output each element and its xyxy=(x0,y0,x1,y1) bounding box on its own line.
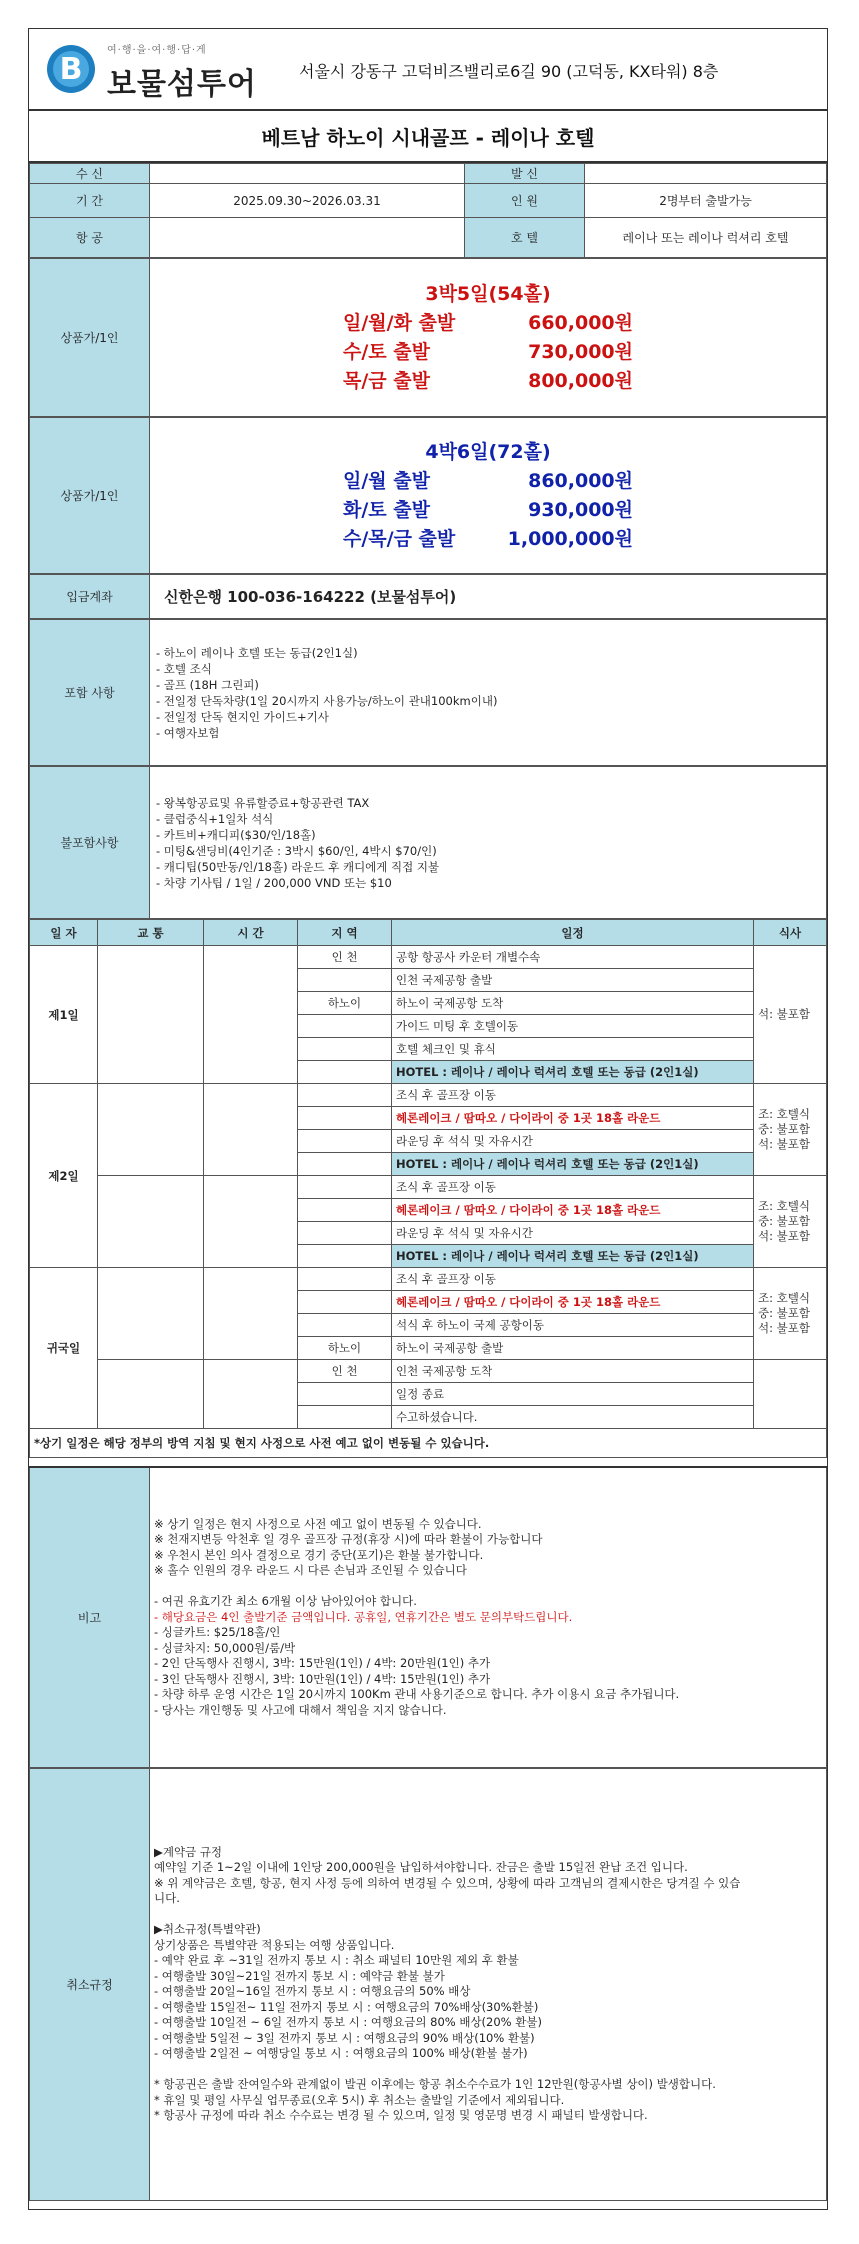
schedule-time xyxy=(204,1176,298,1268)
schedule-meal xyxy=(754,1268,827,1360)
schedule-activity: 하노이 국제공항 도착 xyxy=(392,992,754,1015)
people-value: 2명부터 출발가능 xyxy=(585,184,827,218)
cancel-line: - 여행출발 2일전 ~ 여행당일 통보 시 : 여행요금의 100% 배상(환불 불가) xyxy=(154,2046,528,2060)
includes-table xyxy=(29,619,827,766)
schedule-region xyxy=(298,1222,392,1245)
remark-line: ※ 우천시 본인 의사 결정으로 경기 중단(포기)은 환불 불가합니다. xyxy=(154,1547,484,1562)
remark-line: - 3인 단독행사 진행시, 3박: 10만원(1인) / 4박: 15만원(1인) 추가 xyxy=(154,1671,491,1686)
bank-value: 신한은행 100-036-164222 (보물섬투어) xyxy=(150,575,827,619)
schedule-region xyxy=(298,969,392,992)
list-item: - 호텔 조식 xyxy=(156,661,212,676)
excludes-table xyxy=(29,766,827,919)
schedule-activity: 호텔 체크인 및 휴식 xyxy=(392,1038,754,1061)
schedule-time xyxy=(204,1360,298,1429)
cancel-line: 니다. xyxy=(154,1891,180,1905)
slogan: 여·행·을·여·행·답·게 xyxy=(107,45,207,56)
price2-row: 화/토 출발 930,000원 xyxy=(343,498,633,521)
cancel-line: - 여행출발 30일~21일 전까지 통보 시 : 예약금 환불 불가 xyxy=(154,1968,445,1983)
remark-line: ※ 천재지변등 악천후 일 경우 골프장 규정(휴장 시)에 따라 환불이 가능합니다 xyxy=(154,1532,543,1546)
schedule-time xyxy=(204,1268,298,1360)
schedule-header: 교 통 xyxy=(98,920,204,946)
cancel-line: 예약일 기준 1~2일 이내에 1인당 200,000원을 납입하셔야합니다. 잔금은 출발 15일전 완납 조건 입니다. xyxy=(154,1860,688,1874)
cancel-table xyxy=(29,1768,827,2201)
schedule-region xyxy=(298,1268,392,1291)
meal-item: 중: 불포함 xyxy=(758,1122,810,1136)
schedule-region xyxy=(298,1130,392,1153)
sender-value xyxy=(585,164,827,184)
schedule-region xyxy=(298,1084,392,1107)
schedule-region xyxy=(298,1061,392,1084)
meal-item: 석: 불포함 xyxy=(758,1137,810,1151)
schedule-region xyxy=(298,1245,392,1268)
svg-text:B: B xyxy=(59,52,83,87)
table-row xyxy=(30,1084,827,1107)
price1-row: 목/금 출발 800,000원 xyxy=(343,369,633,392)
excludes-label: 불포함사항 xyxy=(30,767,150,919)
page-title: 베트남 하노이 시내골프 - 레이나 호텔 xyxy=(29,111,827,163)
list-item: - 차량 기사팁 / 1일 / 200,000 VND 또는 $10 xyxy=(156,875,392,890)
cancel-line: ※ 위 계약금은 호텔, 항공, 현지 사정 등에 의하여 변경될 수 있으며, 상황에 따라 고객님의 결제시한은 당겨질 수 있습 xyxy=(154,1875,741,1890)
meal-item: 중: 불포함 xyxy=(758,1306,810,1320)
schedule-transport xyxy=(98,1084,204,1176)
bank-table xyxy=(29,574,827,619)
list-item: - 카트비+캐디피($30/인/18홀) xyxy=(156,827,316,842)
schedule-activity: 가이드 미팅 후 호텔이동 xyxy=(392,1015,754,1038)
list-item: - 전일정 단독차량(1일 20시까지 사용가능/하노이 관내100km이내) xyxy=(156,693,498,708)
list-item: - 하노이 레이나 호텔 또는 동급(2인1실) xyxy=(156,645,358,660)
schedule-activity: 하노이 국제공항 출발 xyxy=(392,1337,754,1360)
cancel-line: - 여행출발 5일전 ~ 3일 전까지 통보 시 : 여행요금의 90% 배상(10% 환불) xyxy=(154,2030,535,2045)
list-item: - 골프 (18H 그린피) xyxy=(156,677,259,692)
schedule-table xyxy=(29,919,827,1458)
meal-item: 석: 불포함 xyxy=(758,1007,810,1021)
airline-value xyxy=(150,218,465,258)
schedule-activity: 조식 후 골프장 이동 xyxy=(392,1084,754,1107)
table-row xyxy=(30,1360,827,1383)
cancel-label: 취소규정 xyxy=(30,1768,150,2200)
schedule-activity: 석식 후 하노이 국제 공항이동 xyxy=(392,1314,754,1337)
cancel-line: - 여행출발 10일전 ~ 6일 전까지 통보 시 : 여행요금의 80% 배상(20% 환불) xyxy=(154,2015,542,2029)
schedule-region: 인 천 xyxy=(298,1360,392,1383)
schedule-transport xyxy=(98,946,204,1084)
list-item: - 클럽중식+1일차 석식 xyxy=(156,811,274,826)
list-item: - 전일정 단독 현지인 가이드+기사 xyxy=(156,709,329,724)
remark-line: ※ 홀수 인원의 경우 라운드 시 다른 손님과 조인될 수 있습니다 xyxy=(154,1563,467,1577)
price1-block xyxy=(150,259,827,417)
header xyxy=(29,29,827,111)
schedule-region xyxy=(298,1314,392,1337)
list-item: - 미팅&샌딩비(4인기준 : 3박시 $60/인, 4박시 $70/인) xyxy=(156,843,437,858)
price2-label: 상품가/1인 xyxy=(30,418,150,574)
remark-line: - 해당요금은 4인 출발기준 금액입니다. 공휴일, 연휴기간은 별도 문의부탁드립니다. xyxy=(154,1609,573,1624)
schedule-header: 지 역 xyxy=(298,920,392,946)
schedule-header: 일 자 xyxy=(30,920,98,946)
schedule-activity: 조식 후 골프장 이동 xyxy=(392,1268,754,1291)
meal-item: 조: 호텔식 xyxy=(758,1107,810,1121)
schedule-transport xyxy=(98,1176,204,1268)
remark-line: ※ 상기 일정은 현지 사정으로 사전 예고 없이 변동될 수 있습니다. xyxy=(154,1516,482,1531)
schedule-header: 식사 xyxy=(754,920,827,946)
remark-line: - 싱글차지: 50,000원/룸/박 xyxy=(154,1640,296,1655)
sender-label: 발 신 xyxy=(465,164,585,184)
price2-title: 4박6일(72홀) xyxy=(425,440,551,463)
cancel-line xyxy=(154,2062,826,2078)
schedule-region xyxy=(298,1015,392,1038)
price1-row: 수/토 출발 730,000원 xyxy=(343,340,633,363)
schedule-region xyxy=(298,1199,392,1222)
bank-label: 입금계좌 xyxy=(30,575,150,619)
meal-item: 석: 불포함 xyxy=(758,1321,810,1335)
remark-line xyxy=(154,1579,826,1595)
people-label: 인 원 xyxy=(465,184,585,218)
schedule-activity: HOTEL : 레이나 / 레이나 럭셔리 호텔 또는 동급 (2인1실) xyxy=(392,1061,754,1084)
cancel-line: * 휴일 및 평일 사무실 업무종료(오후 5시) 후 취소는 출발일 기준에서 제외됩니다. xyxy=(154,2092,565,2107)
cancel-line: - 예약 완료 후 ~31일 전까지 통보 시 : 취소 패널티 10만원 제외 후 환불 xyxy=(154,1953,519,1967)
remarks-table xyxy=(29,1466,827,1768)
brand-name: 보물섬투어 xyxy=(107,67,257,102)
remark-line: - 2인 단독행사 진행시, 3박: 15만원(1인) / 4박: 20만원(1인) 추가 xyxy=(154,1656,491,1670)
section-divider xyxy=(29,1458,827,1466)
meal-item: 석: 불포함 xyxy=(758,1229,810,1243)
period-value: 2025.09.30~2026.03.31 xyxy=(150,184,465,218)
price2-row: 수/목/금 출발 1,000,000원 xyxy=(343,527,633,550)
price1-row: 일/월/화 출발 660,000원 xyxy=(343,311,633,334)
schedule-activity: 헤론레이크 / 땀따오 / 다이라이 중 1곳 18홀 라운드 xyxy=(392,1291,754,1314)
cancel-line: ▶취소규정(특별약관) xyxy=(154,1922,261,1936)
cancel-line: 상기상품은 특별약관 적용되는 여행 상품입니다. xyxy=(154,1937,395,1952)
schedule-region xyxy=(298,1406,392,1429)
schedule-activity: 수고하셨습니다. xyxy=(392,1406,754,1429)
schedule-region: 하노이 xyxy=(298,1337,392,1360)
table-row xyxy=(30,1176,827,1199)
schedule-header: 일정 xyxy=(392,920,754,946)
schedule-region xyxy=(298,1383,392,1406)
cancel-line: - 여행출발 20일~16일 전까지 통보 시 : 여행요금의 50% 배상 xyxy=(154,1984,471,1998)
meal-item: 중: 불포함 xyxy=(758,1214,810,1228)
cancel-line: ▶계약금 규정 xyxy=(154,1844,223,1859)
schedule-activity: 라운딩 후 석식 및 자유시간 xyxy=(392,1130,754,1153)
schedule-activity: 인천 국제공항 출발 xyxy=(392,969,754,992)
schedule-activity: 라운딩 후 석식 및 자유시간 xyxy=(392,1222,754,1245)
remark-line: - 차량 하루 운영 시간은 1일 20시까지 100Km 관내 사용기준으로 합니다. 추가 이용시 요금 추가됩니다. xyxy=(154,1687,680,1701)
schedule-transport xyxy=(98,1268,204,1360)
cancel-line: * 항공사 규정에 따라 취소 수수료는 변경 될 수 있으며, 일정 및 영문명 변경 시 패널티 발생합니다. xyxy=(154,2108,648,2122)
schedule-region xyxy=(298,1038,392,1061)
remarks-list xyxy=(150,1467,827,1767)
table-row xyxy=(30,1268,827,1291)
list-item: - 왕복항공료및 유류할증료+항공관련 TAX xyxy=(156,795,370,810)
price-table-2 xyxy=(29,417,827,574)
schedule-activity: 인천 국제공항 도착 xyxy=(392,1360,754,1383)
schedule-meal xyxy=(754,1084,827,1176)
schedule-activity: 공항 항공사 카운터 개별수속 xyxy=(392,946,754,969)
recipient-value xyxy=(150,164,465,184)
meal-item: 조: 호텔식 xyxy=(758,1199,810,1213)
meal-item: 조: 호텔식 xyxy=(758,1291,810,1305)
schedule-region xyxy=(298,1291,392,1314)
hotel-label: 호 텔 xyxy=(465,218,585,258)
list-item: - 여행자보험 xyxy=(156,725,220,740)
schedule-region xyxy=(298,1176,392,1199)
list-item: - 캐디팁(50만동/인/18홀) 라운드 후 캐디에게 직접 지불 xyxy=(156,859,440,874)
schedule-activity: HOTEL : 레이나 / 레이나 럭셔리 호텔 또는 동급 (2인1실) xyxy=(392,1245,754,1268)
schedule-activity: HOTEL : 레이나 / 레이나 럭셔리 호텔 또는 동급 (2인1실) xyxy=(392,1153,754,1176)
logo-icon xyxy=(45,43,97,95)
schedule-activity: 일정 종료 xyxy=(392,1383,754,1406)
price1-label: 상품가/1인 xyxy=(30,259,150,417)
schedule-transport xyxy=(98,1360,204,1429)
includes-label: 포함 사항 xyxy=(30,620,150,766)
price2-row: 일/월 출발 860,000원 xyxy=(343,469,633,492)
schedule-region xyxy=(298,1107,392,1130)
document-frame xyxy=(28,28,828,2210)
price1-title: 3박5일(54홀) xyxy=(425,282,551,305)
cancel-line: - 여행출발 15일전~ 11일 전까지 통보 시 : 여행요금의 70%배상(30%환불) xyxy=(154,1999,539,2014)
schedule-meal xyxy=(754,946,827,1084)
schedule-day: 제2일 xyxy=(30,1084,98,1268)
cancel-line xyxy=(154,1907,826,1923)
schedule-day: 제1일 xyxy=(30,946,98,1084)
schedule-day: 귀국일 xyxy=(30,1268,98,1429)
period-label: 기 간 xyxy=(30,184,150,218)
price2-block xyxy=(150,418,827,574)
hotel-value: 레이나 또는 레이나 럭셔리 호텔 xyxy=(585,218,827,258)
schedule-activity: 헤론레이크 / 땀따오 / 다이라이 중 1곳 18홀 라운드 xyxy=(392,1107,754,1130)
company-address: 서울시 강동구 고덕비즈밸리로6길 90 (고덕동, KX타워) 8층 xyxy=(299,62,719,81)
airline-label: 항 공 xyxy=(30,218,150,258)
schedule-region: 하노이 xyxy=(298,992,392,1015)
recipient-label: 수 신 xyxy=(30,164,150,184)
cancel-line: * 항공권은 출발 잔여일수와 관계없이 발권 이후에는 항공 취소수수료가 1인 12만원(항공사별 상이) 발생합니다. xyxy=(154,2077,716,2091)
remark-line: - 싱글카트: $25/18홀/인 xyxy=(154,1625,281,1639)
schedule-meal xyxy=(754,1360,827,1429)
includes-list xyxy=(150,620,827,766)
schedule-activity: 헤론레이크 / 땀따오 / 다이라이 중 1곳 18홀 라운드 xyxy=(392,1199,754,1222)
remarks-label: 비고 xyxy=(30,1467,150,1767)
schedule-meal xyxy=(754,1176,827,1268)
schedule-time xyxy=(204,1084,298,1176)
cancel-list xyxy=(150,1768,827,2200)
schedule-footnote: *상기 일정은 해당 정부의 방역 지침 및 현지 사정으로 사전 예고 없이 변동될 수 있습니다. xyxy=(30,1429,827,1458)
table-row xyxy=(30,946,827,969)
remark-line: - 당사는 개인행동 및 사고에 대해서 책임을 지지 않습니다. xyxy=(154,1702,447,1717)
info-table xyxy=(29,163,827,258)
schedule-region: 인 천 xyxy=(298,946,392,969)
schedule-activity: 조식 후 골프장 이동 xyxy=(392,1176,754,1199)
schedule-region xyxy=(298,1153,392,1176)
remark-line: - 여권 유효기간 최소 6개월 이상 남아있어야 합니다. xyxy=(154,1594,417,1608)
schedule-time xyxy=(204,946,298,1084)
excludes-list xyxy=(150,767,827,919)
schedule-header: 시 간 xyxy=(204,920,298,946)
price-table-1 xyxy=(29,258,827,417)
